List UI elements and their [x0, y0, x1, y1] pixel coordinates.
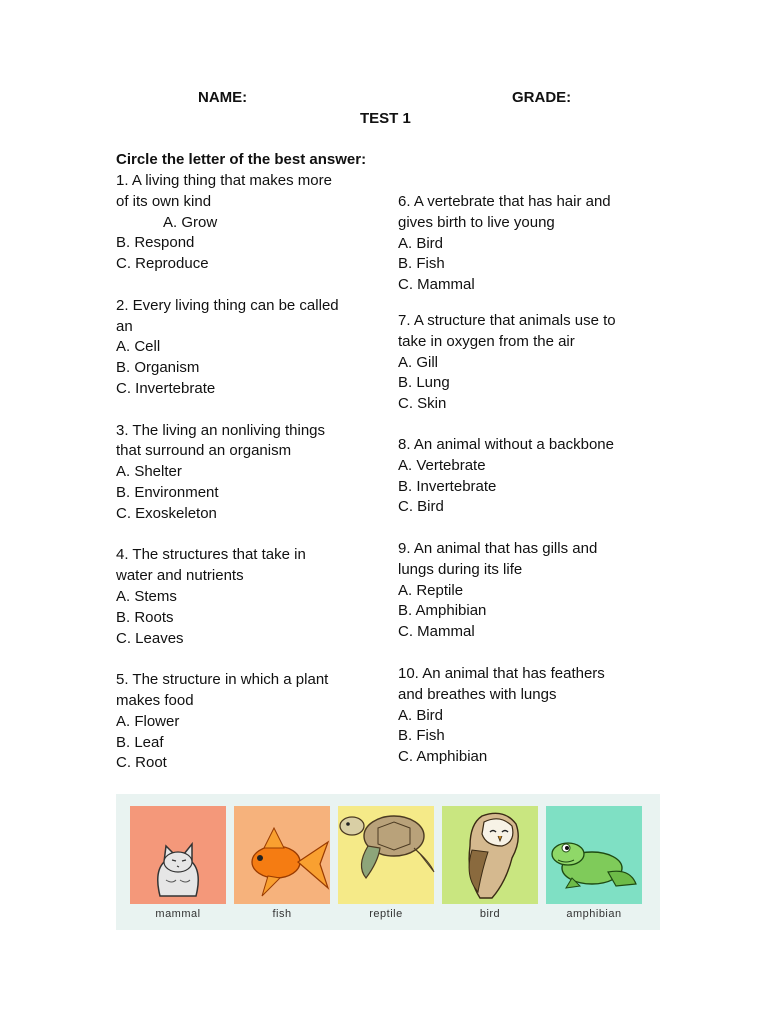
- answer-option[interactable]: C. Invertebrate: [116, 379, 216, 397]
- question-text: that surround an organism: [116, 442, 292, 460]
- question-text: 6. A vertebrate that has hair and: [398, 193, 611, 210]
- answer-option[interactable]: B. Respond: [116, 234, 195, 252]
- left-question-column: [116, 171, 339, 774]
- question-4: [116, 545, 339, 649]
- question-text: take in oxygen from the air: [398, 332, 575, 350]
- animal-classes-illustration: [116, 794, 660, 930]
- answer-option[interactable]: A. Vertebrate: [398, 456, 486, 474]
- answer-option[interactable]: A. Flower: [116, 712, 180, 730]
- question-7: [398, 311, 616, 415]
- answer-option[interactable]: C. Amphibian: [398, 748, 488, 766]
- question-text: lungs during its life: [398, 560, 523, 578]
- caption-reptile: reptile: [369, 908, 403, 920]
- question-text: gives birth to live young: [398, 213, 555, 231]
- answer-option[interactable]: A. Grow: [163, 213, 218, 231]
- question-text: 3. The living an nonliving things: [116, 421, 326, 439]
- answer-option[interactable]: A. Stems: [116, 587, 177, 605]
- answer-option[interactable]: B. Amphibian: [398, 602, 487, 620]
- instructions: Circle the letter of the best answer:: [116, 151, 367, 168]
- question-text: 4. The structures that take in: [116, 546, 306, 564]
- name-label: NAME:: [198, 89, 248, 106]
- question-3: [116, 421, 339, 525]
- reptile-panel: [338, 806, 434, 904]
- answer-option[interactable]: C. Root: [116, 754, 167, 772]
- answer-option[interactable]: C. Exoskeleton: [116, 504, 217, 522]
- answer-option[interactable]: C. Mammal: [398, 276, 475, 294]
- caption-bird: bird: [479, 908, 501, 920]
- question-text: 2. Every living thing can be called: [116, 296, 339, 314]
- turtle-icon: [338, 806, 434, 904]
- question-text: 7. A structure that animals use to: [398, 312, 616, 329]
- answer-option[interactable]: B. Lung: [398, 374, 450, 392]
- cat-icon: [130, 806, 226, 904]
- answer-option[interactable]: A. Bird: [398, 234, 444, 252]
- grade-label: GRADE:: [512, 89, 572, 106]
- answer-option[interactable]: B. Fish: [398, 255, 445, 273]
- answer-option[interactable]: B. Organism: [116, 359, 200, 377]
- answer-option[interactable]: A. Bird: [398, 706, 444, 724]
- mammal-panel: [130, 806, 226, 904]
- test-title: TEST 1: [360, 110, 411, 127]
- caption-amphibian: amphibian: [566, 908, 622, 920]
- caption-fish: fish: [272, 908, 292, 920]
- question-2: [116, 296, 339, 400]
- answer-option[interactable]: B. Invertebrate: [398, 477, 497, 495]
- question-8: [398, 435, 614, 518]
- question-10: [398, 664, 605, 768]
- answer-option[interactable]: B. Roots: [116, 608, 174, 626]
- answer-option[interactable]: B. Leaf: [116, 733, 164, 751]
- question-text: 10. An animal that has feathers: [398, 665, 605, 682]
- question-text: and breathes with lungs: [398, 685, 557, 703]
- question-5: [116, 670, 339, 774]
- question-text: makes food: [116, 691, 194, 709]
- answer-option[interactable]: B. Fish: [398, 727, 445, 745]
- answer-option[interactable]: A. Reptile: [398, 581, 464, 599]
- amphibian-panel: [546, 806, 642, 904]
- question-text: an: [116, 317, 133, 335]
- question-text: 5. The structure in which a plant: [116, 671, 329, 689]
- answer-option[interactable]: C. Bird: [398, 498, 444, 516]
- frog-icon: [546, 806, 642, 904]
- owl-icon: [442, 806, 538, 904]
- answer-option[interactable]: C. Leaves: [116, 629, 184, 647]
- bird-panel: [442, 806, 538, 904]
- question-text: of its own kind: [116, 192, 212, 210]
- question-text: 9. An animal that has gills and: [398, 540, 598, 557]
- answer-option[interactable]: A. Cell: [116, 338, 161, 356]
- answer-option[interactable]: C. Mammal: [398, 623, 475, 641]
- caption-mammal: mammal: [155, 908, 201, 920]
- question-9: [398, 539, 597, 643]
- question-text: 8. An animal without a backbone: [398, 436, 614, 453]
- answer-option[interactable]: C. Reproduce: [116, 255, 209, 273]
- answer-option[interactable]: A. Gill: [398, 353, 439, 371]
- question-text: 1. A living thing that makes more: [116, 172, 332, 189]
- fish-panel: [234, 806, 330, 904]
- question-6: [398, 192, 611, 296]
- answer-option[interactable]: B. Environment: [116, 483, 219, 501]
- question-1: [116, 171, 339, 275]
- answer-option[interactable]: C. Skin: [398, 395, 447, 413]
- goldfish-icon: [234, 806, 330, 904]
- answer-option[interactable]: A. Shelter: [116, 463, 182, 481]
- question-text: water and nutrients: [116, 567, 244, 585]
